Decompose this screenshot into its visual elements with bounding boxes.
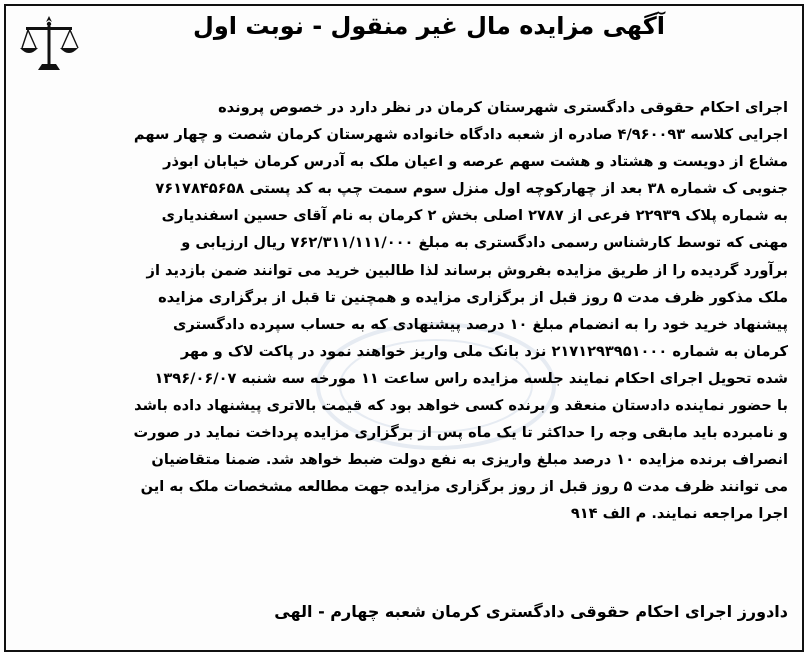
- scales-of-justice-icon: [18, 14, 80, 76]
- auction-notice: [4, 4, 804, 652]
- notice-title: آگهی مزایده مال غیر منقول - نوبت اول: [193, 12, 665, 40]
- notice-body: اجرای احکام حقوقی دادگستری شهرستان کرمان در نظر دارد در خصوص پرونده اجرایی کلاسه ۴/۹۶۰۰۹۳ صادره از شعبه دادگاه خانواده شهرستان کرمان شصت و چهار سهم مشاع از دویست و هشتاد و هشت سهم عرصه و اعیان ملک به آدرس کرمان خیابان ابوذر جنوبی ک شماره ۳۸ بعد از چهارکوچه اول منزل سوم سمت چپ به کد پستی ۷۶۱۷۸۴۵۶۵۸ به شماره پلاک ۲۲۹۳۹ فرعی از ۲۷۸۷ اصلی بخش ۲ کرمان به نام آقای حسین اسفندیاری مهنی که توسط کارشناس رسمی دادگستری به مبلغ ۷۶۲/۳۱۱/۱۱۱/۰۰۰ ریال ارزیابی و برآورد گردیده را از طریق مزایده بفروش برساند لذا طالبین خرید می توانند ضمن بازدید از ملک مذکور ظرف مدت ۵ روز قبل از برگزاری مزایده و همچنین تا قبل از برگزاری مزایده پیشنهاد خرید خود را به انضمام مبلغ ۱۰ درصد پیشنهادی که به حساب سپرده دادگستری کرمان به شماره ۲۱۷۱۲۹۳۹۵۱۰۰۰ نزد بانک ملی واریز خواهند نمود در پاکت لاک و مهر شده تحویل اجرای احکام نمایند جلسه مزایده راس ساعت ۱۱ مورخه سه شنبه ۱۳۹۶/۰۶/۰۷ با حضور نماینده دادستان منعقد و برنده کسی خواهد بود که قیمت بالاتری پیشنهاد داده باشد و نامبرده باید مابقی وجه را حداکثر تا یک ماه پس از برگزاری مزایده پرداخت نماید در صورت انصراف برنده مزایده ۱۰ درصد مبلغ واریزی به نفع دولت ضبط خواهد شد. ضمنا متقاضیان می توانند ظرف مدت ۵ روز قبل از روز برگزاری مزایده جهت مطالعه مشخصات ملک به این اجرا مراجعه نمایند. م الف ۹۱۴: [133, 99, 788, 523]
- notice-signature: دادورز اجرای احکام حقوقی دادگستری کرمان شعبه چهارم - الهی: [274, 602, 788, 621]
